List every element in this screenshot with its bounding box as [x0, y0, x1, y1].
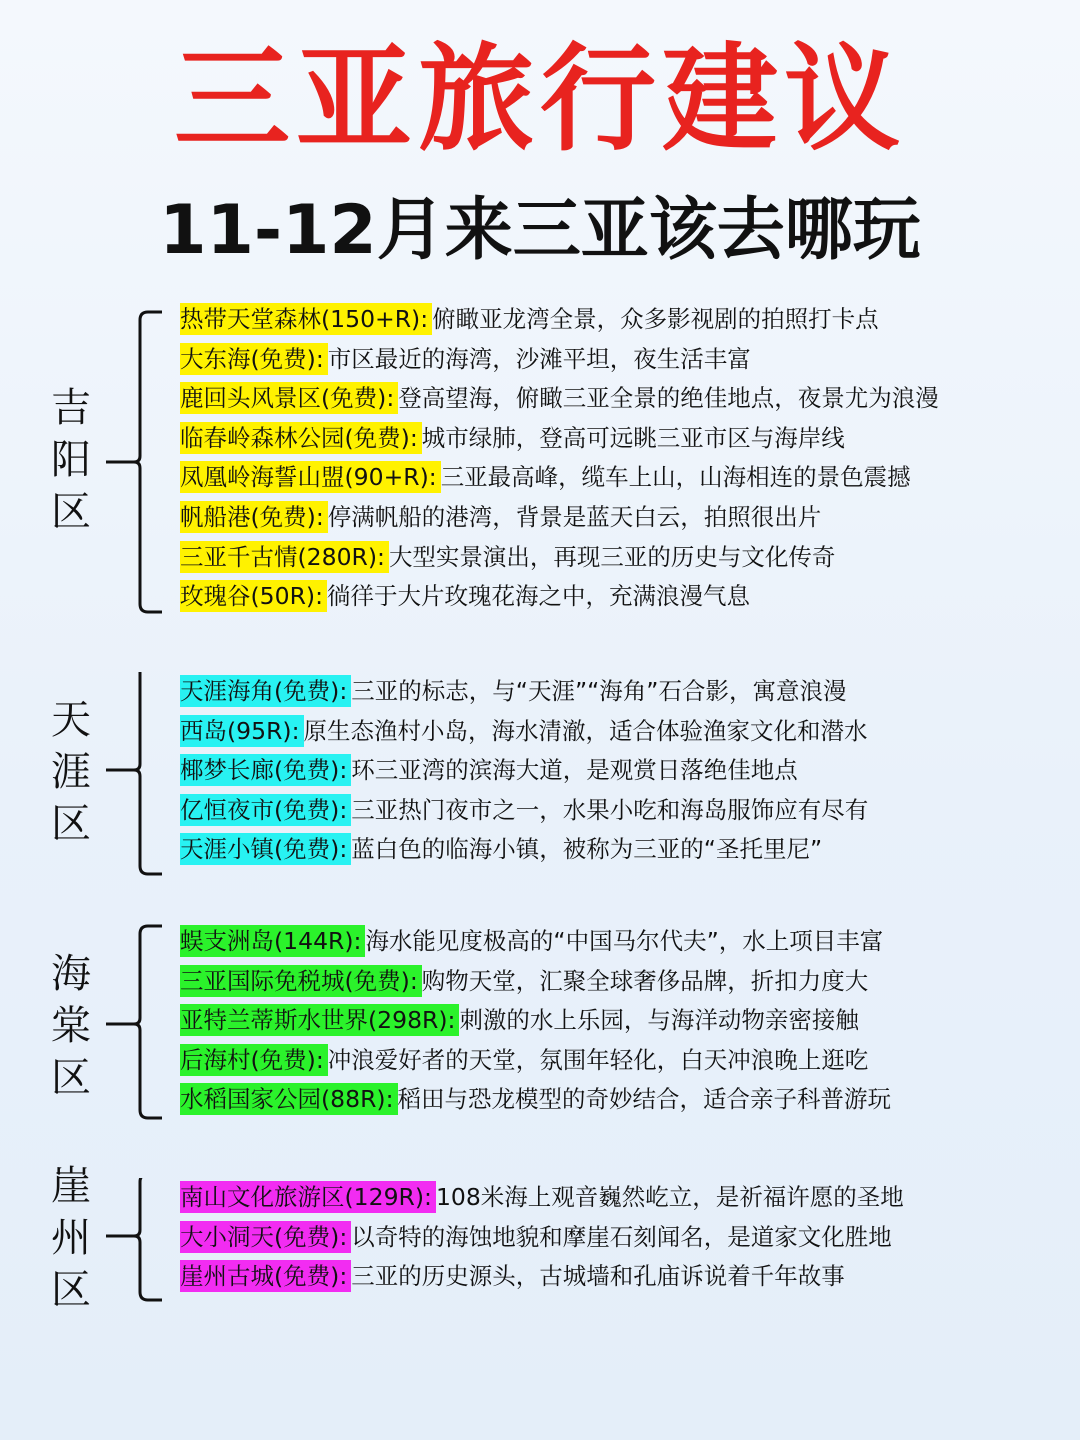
spot-desc: 环三亚湾的滨海大道，是观赏日落绝佳地点: [351, 756, 798, 785]
list-item: [180, 962, 891, 1002]
spot-tag: 天涯小镇(免费):: [180, 833, 351, 865]
spot-tag: 后海村(免费):: [180, 1044, 328, 1076]
list-yazhou: [180, 1178, 904, 1297]
spot-desc: 三亚最高峰，缆车上山，山海相连的景色震撼: [440, 463, 911, 492]
list-item: [180, 1080, 891, 1120]
section-tianya: [0, 672, 1080, 882]
list-item: [180, 379, 939, 419]
spot-tag: 大东海(免费):: [180, 343, 328, 375]
spot-desc: 冲浪爱好者的天堂，氛围年轻化，白天冲浪晚上逛吃: [327, 1045, 869, 1074]
spot-desc: 稻田与恐龙模型的奇妙结合，适合亲子科普游玩: [397, 1085, 891, 1114]
district-label-haitang: 海 棠 区: [51, 951, 91, 1101]
spot-desc: 以奇特的海蚀地貌和摩崖石刻闻名，是道家文化胜地: [351, 1222, 892, 1251]
list-item: [180, 300, 939, 340]
spot-desc: 停满帆船的港湾，背景是蓝天白云，拍照很出片: [327, 502, 822, 531]
spot-tag: 帆船港(免费):: [180, 501, 328, 533]
bracket-haitang: [104, 922, 164, 1132]
spot-tag: 南山文化旅游区(129R):: [180, 1181, 436, 1213]
spot-tag: 临春岭森林公园(免费):: [180, 422, 422, 454]
spot-desc: 俯瞰亚龙湾全景，众多影视剧的拍照打卡点: [432, 305, 879, 333]
spot-tag: 西岛(95R):: [180, 715, 304, 747]
spot-tag: 崖州古城(免费):: [180, 1260, 351, 1292]
list-item: [180, 419, 939, 459]
spot-desc: 三亚的历史源头，古城墙和孔庙诉说着千年故事: [351, 1262, 845, 1291]
spot-tag: 玫瑰谷(50R):: [180, 580, 327, 612]
list-item: [180, 712, 868, 752]
list-item: [180, 1257, 904, 1297]
spot-desc: 城市绿肺，登高可远眺三亚市区与海岸线: [421, 423, 845, 452]
list-item: [180, 672, 868, 712]
bracket-yazhou: [104, 1178, 164, 1308]
list-item: [180, 538, 939, 578]
spot-tag: 三亚国际免税城(免费):: [180, 965, 422, 997]
list-item: [180, 830, 868, 870]
spot-desc: 三亚的标志，与“天涯”“海角”石合影，寓意浪漫: [351, 677, 847, 705]
bracket-tianya: [104, 672, 164, 882]
page-title: 三亚旅行建议: [174, 32, 906, 167]
spot-desc: 徜徉于大片玫瑰花海之中，充满浪漫气息: [327, 582, 750, 611]
spot-tag: 亿恒夜市(免费):: [180, 794, 351, 826]
spot-desc: 原生态渔村小岛，海水清澈，适合体验渔家文化和潜水: [303, 716, 868, 745]
spot-desc: 登高望海，俯瞰三亚全景的绝佳地点，夜景尤为浪漫: [398, 384, 939, 413]
list-haitang: [180, 922, 891, 1120]
district-label-tianya: 天 涯 区: [51, 697, 91, 847]
page-subtitle: 11-12月来三亚该去哪玩: [159, 191, 921, 270]
spot-tag: 蜈支洲岛(144R):: [180, 925, 365, 957]
spot-tag: 热带天堂森林(150+R):: [180, 303, 432, 335]
list-item: [180, 458, 939, 498]
spot-desc: 三亚热门夜市之一，水果小吃和海岛服饰应有尽有: [351, 795, 869, 824]
section-yazhou: [0, 1163, 1080, 1313]
spot-desc: 蓝白色的临海小镇，被称为三亚的“圣托里尼”: [351, 835, 823, 864]
list-item: [180, 751, 868, 791]
list-item: [180, 1001, 891, 1041]
section-haitang: [0, 922, 1080, 1132]
list-item: [180, 498, 939, 538]
spot-desc: 刺激的水上乐园，与海洋动物亲密接触: [459, 1006, 859, 1035]
spot-desc: 购物天堂，汇聚全球奢侈品牌，折扣力度大: [421, 966, 869, 995]
spot-tag: 大小洞天(免费):: [180, 1221, 351, 1253]
list-item: [180, 340, 939, 380]
district-label-yazhou: 崖 州 区: [51, 1163, 91, 1313]
spot-tag: 天涯海角(免费):: [180, 675, 351, 707]
spot-desc: 海水能见度极高的“中国马尔代夫”，水上项目丰富: [365, 927, 884, 955]
list-item: [180, 1218, 904, 1258]
spot-desc: 大型实景演出，再现三亚的历史与文化传奇: [388, 542, 836, 571]
district-label-jiyang: 吉 阳 区: [51, 385, 91, 535]
list-item: [180, 1178, 904, 1218]
list-item: [180, 1041, 891, 1081]
list-jiyang: [180, 300, 939, 617]
bracket-jiyang: [104, 300, 164, 620]
spot-desc: 108米海上观音巍然屹立，是祈福许愿的圣地: [435, 1183, 904, 1211]
spot-tag: 椰梦长廊(免费):: [180, 754, 351, 786]
spot-tag: 鹿回头风景区(免费):: [180, 382, 398, 414]
list-item: [180, 922, 891, 962]
spot-tag: 亚特兰蒂斯水世界(298R):: [180, 1004, 459, 1036]
spot-tag: 凤凰岭海誓山盟(90+R):: [180, 461, 441, 493]
spot-tag: 水稻国家公园(88R):: [180, 1083, 398, 1115]
list-item: [180, 791, 868, 831]
spot-desc: 市区最近的海湾，沙滩平坦，夜生活丰富: [327, 344, 751, 373]
list-tianya: [180, 672, 868, 870]
section-jiyang: [0, 300, 1080, 620]
list-item: [180, 577, 939, 617]
spot-tag: 三亚千古情(280R):: [180, 541, 389, 573]
